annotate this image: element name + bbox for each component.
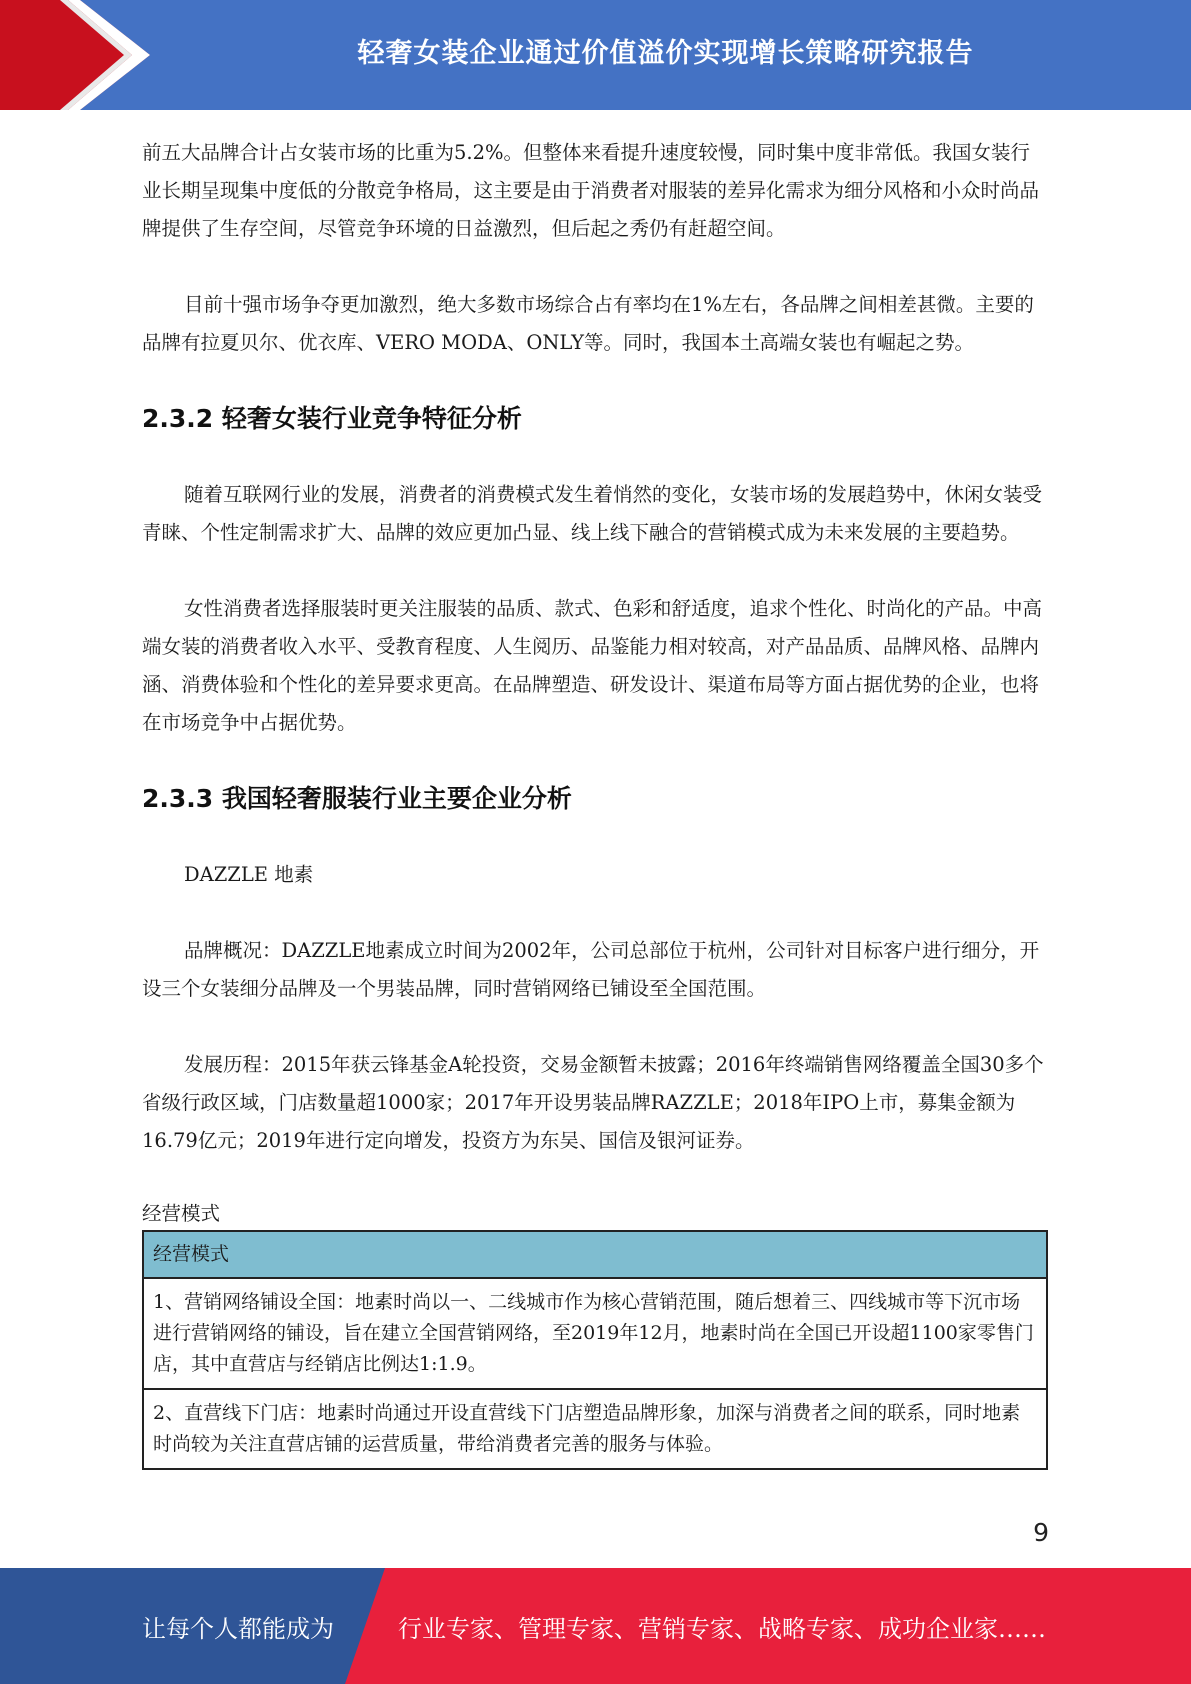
brand-name: DAZZLE 地素 [184,863,314,886]
paragraph-top-ten: 目前十强市场争夺更加激烈，绝大多数市场综合占有率均在1%左右，各品牌之间相差甚微。主要的品牌有拉夏贝尔、优衣库、VERO MODA、ONLY等。同时，我国本土高端女装也有崛起之势。 [142,293,1034,354]
page-number: 9 [1033,1518,1049,1547]
table-cell-direct-stores: 2、直营线下门店：地素时尚通过开设直营线下门店塑造品牌形象，加深与消费者之间的联系，同时地素时尚较为关注直营店铺的运营质量，带给消费者完善的服务与体验。 [143,1389,1047,1469]
section-heading-2-3-3: 2.3.3 我国轻奢服装行业主要企业分析 [142,784,572,813]
footer-slogan-right: 行业专家、管理专家、营销专家、战略专家、成功企业家…… [398,1614,1046,1643]
paragraph-brand-overview: 品牌概况：DAZZLE地素成立时间为2002年，公司总部位于杭州，公司针对目标客户进行细分，开设三个女装细分品牌及一个男装品牌，同时营销网络已铺设至全国范围。 [142,939,1040,1000]
table-cell-marketing-network: 1、营销网络铺设全国：地素时尚以一、二线城市作为核心营销范围，随后想着三、四线城市等下沉市场进行营销网络的铺设，旨在建立全国营销网络，至2019年12月，地素时尚在全国已开设超1100家零售门店，其中直营店与经销店比例达1:1.9。 [143,1278,1047,1389]
table-row [143,1278,1047,1389]
business-model-table [142,1230,1048,1470]
page-footer [0,1568,1191,1684]
footer-slogan-left: 让每个人都能成为 [142,1614,334,1643]
section-heading-2-3-2: 2.3.2 轻奢女装行业竞争特征分析 [142,404,522,433]
report-title: 轻奢女装企业通过价值溢价实现增长策略研究报告 [357,37,974,69]
paragraph-consumer-preference: 女性消费者选择服装时更关注服装的品质、款式、色彩和舒适度，追求个性化、时尚化的产品。中高端女装的消费者收入水平、受教育程度、人生阅历、品鉴能力相对较高，对产品品质、品牌风格、品牌内涵、消费体验和个性化的差异要求更高。在品牌塑造、研发设计、渠道布局等方面占据优势的企业，也将在市场竞争中占据优势。 [142,597,1043,734]
paragraph-history: 发展历程：2015年获云锋基金A轮投资，交易金额暂未披露；2016年终端销售网络覆盖全国30多个省级行政区域，门店数量超1000家；2017年开设男装品牌RAZZLE；2018年IPO上市，募集金额为16.79亿元；2019年进行定向增发，投资方为东吴、国信及银河证券。 [142,1053,1044,1152]
paragraph-internet-trend: 随着互联网行业的发展，消费者的消费模式发生着悄然的变化，女装市场的发展趋势中，休闲女装受青睐、个性定制需求扩大、品牌的效应更加凸显、线上线下融合的营销模式成为未来发展的主要趋势。 [142,483,1043,544]
table-header-row [143,1231,1047,1278]
table-caption: 经营模式 [142,1202,221,1225]
main-content [142,134,1048,1470]
table-row [143,1389,1047,1469]
paragraph-market-share: 前五大品牌合计占女装市场的比重为5.2%。但整体来看提升速度较慢，同时集中度非常低。我国女装行业长期呈现集中度低的分散竞争格局，这主要是由于消费者对服装的差异化需求为细分风格和小众时尚品牌提供了生存空间，尽管竞争环境的日益激烈，但后起之秀仍有赶超空间。 [142,141,1040,240]
table-header-cell: 经营模式 [143,1231,1047,1278]
page-header [0,0,1191,110]
